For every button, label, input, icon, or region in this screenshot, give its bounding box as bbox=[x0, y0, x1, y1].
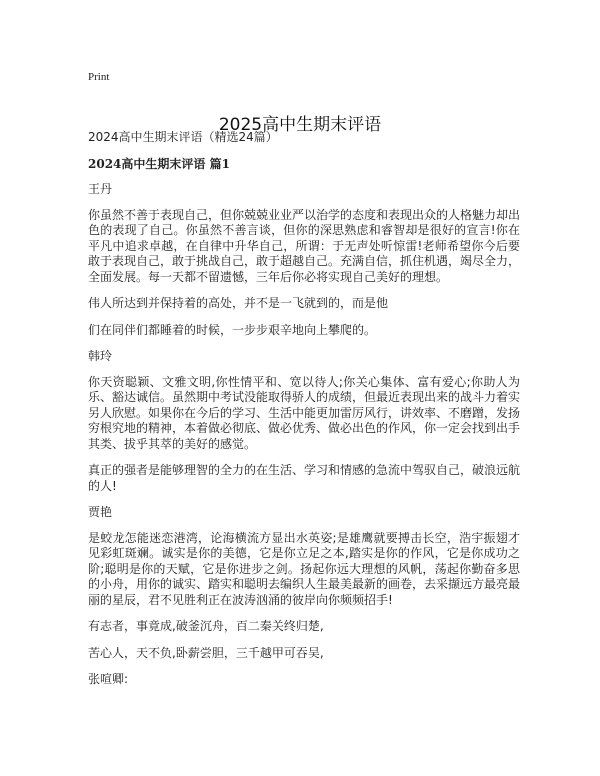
quote-paragraph: 们在同伴们都睡着的时候，一步步艰辛地向上攀爬的。 bbox=[88, 322, 377, 337]
student-name: 张喧卿: bbox=[88, 672, 129, 686]
quote-paragraph: 有志者，事竟成,破釜沉舟，百二秦关终归楚, bbox=[88, 619, 324, 633]
quote-paragraph: 真正的强者是能够理智的全力的在生活、学习和情感的急流中驾驭自己，破浪远航的人! bbox=[88, 463, 521, 493]
comment-paragraph: 是蛟龙怎能迷恋港湾，论海横流方显出水英姿;是雄鹰就要搏击长空，浩宇振翅才见彩虹斑斓。诚实是你的美德，它是你立足之本,踏实是你的作风，它是你成功之阶;聪明是你的天赋，它是你进步之剑。扬起你远大理想的风帆，荡起你勤奋多思的小舟，用你的诚实、踏实和聪明去编织人生最美最新的画卷，去采撷远方最亮最丽的星辰，君不见胜利正在波涛汹涌的彼岸向你频频招手! bbox=[88, 530, 521, 607]
student-name: 王丹 bbox=[88, 182, 113, 196]
print-label: Print bbox=[88, 71, 110, 83]
document-body bbox=[88, 130, 520, 698]
document-subtitle: 2024高中生期末评语（精选24篇） bbox=[88, 130, 278, 144]
student-name: 韩玲 bbox=[88, 349, 113, 363]
comment-paragraph: 你天资聪颖、文雅文明,你性情平和、宽以待人;你关心集体、富有爱心;你助人为乐、豁达诚信。虽然期中考试没能取得骄人的成绩，但最近表现出来的战斗力着实另人欣慰。如果你在今后的学习、生活中能更加雷厉风行，讲效率、不磨蹭，发扬穷根究地的精神，本着做必彻底、做必优秀、做必出色的作风，你一定会找到出手其类、拔乎其萃的美好的感觉。 bbox=[88, 374, 521, 451]
quote-paragraph: 伟人所达到并保持着的高处，并不是一飞就到的，而是他 bbox=[88, 296, 389, 310]
student-name: 贾艳 bbox=[88, 505, 113, 519]
comment-paragraph: 你虽然不善于表现自己，但你兢兢业业严以治学的态度和表现出众的人格魅力却出色的表现了自己。你虽然不善言谈，但你的深思熟虑和睿智却是很好的宣言!你在平凡中追求卓越，在自律中升华自己，所谓：于无声处听惊雷!老师希望你今后要敢于表现自己，敢于挑战自己，敢于超越自己。充满自信，抓住机遇，竭尽全力，全面发展。每一天都不留遗憾，三年后你必将实现自己美好的理想。 bbox=[88, 207, 521, 284]
quote-paragraph: 苦心人，天不负,卧薪尝胆，三千越甲可吞吴, bbox=[88, 645, 324, 660]
page-title: 2025高中生期末评语 bbox=[218, 115, 382, 136]
section-heading: 2024高中生期末评语 篇1 bbox=[88, 156, 230, 171]
